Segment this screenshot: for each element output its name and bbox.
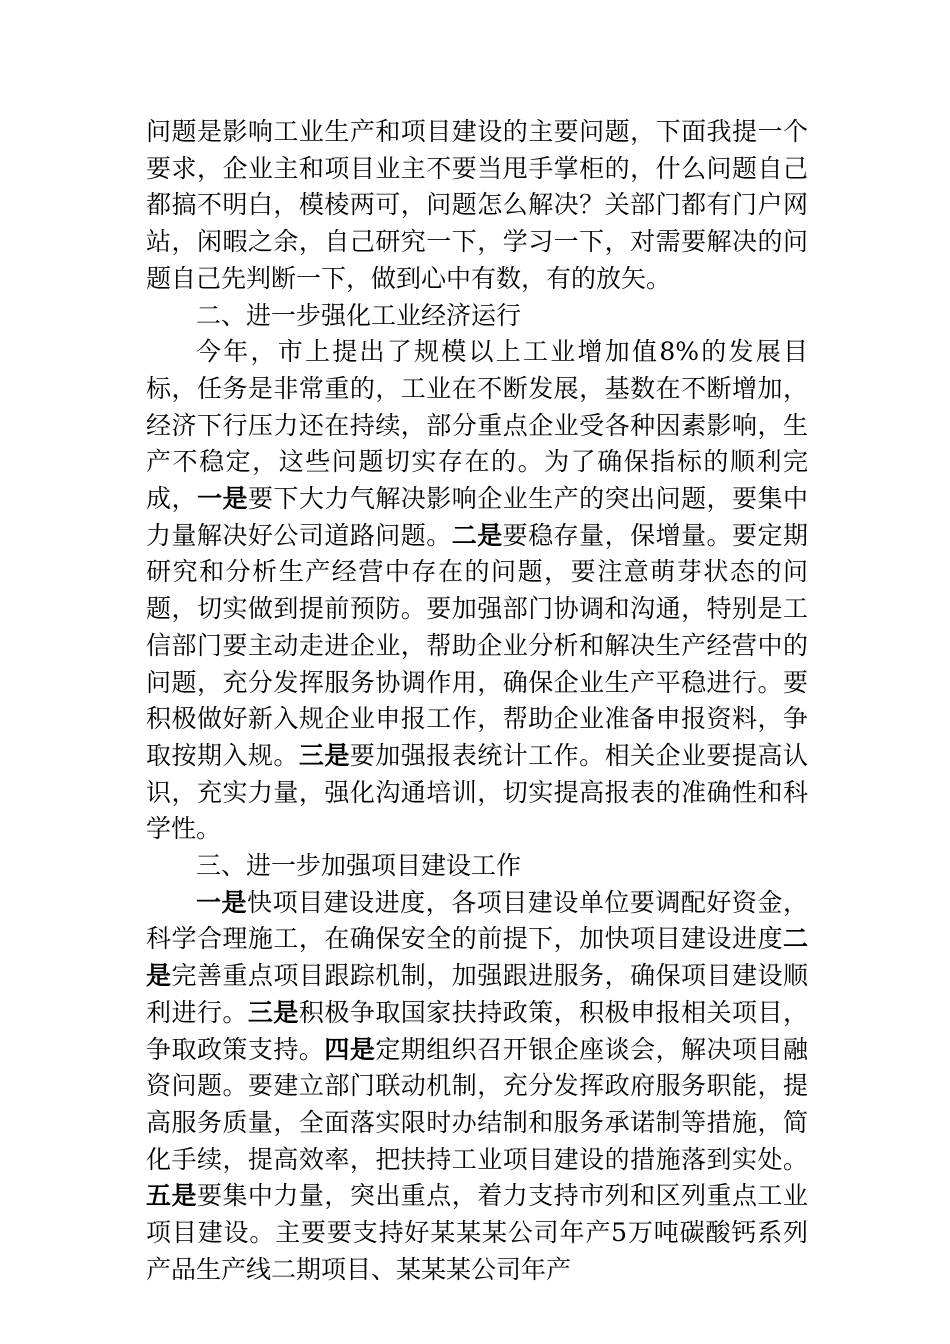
lead-label-first: 一是 (196, 484, 248, 514)
paragraph-project-construction (146, 885, 808, 1289)
lead-label-third: 三是 (247, 997, 299, 1027)
heading-text: 三、进一步加强项目建设工作 (196, 851, 522, 881)
paragraph-text: 要下大力气解决影响企业生产的突出问题，要集中力量解决好公司道路问题。 (146, 484, 808, 550)
paragraph-text: 快项目建设进度，各项目建设单位要调配好资金，科学合理施工，在确保安全的前提下，加快项目建设进度 (146, 887, 808, 954)
lead-label-second: 二是 (451, 520, 503, 550)
paragraph-text: 要加强报表统计工作。相关企业要提高认识，充实力量，强化沟通培训，切实提高报表的准确性和科学性。 (146, 740, 808, 844)
paragraph-text: 完善重点项目跟踪机制，加强跟进服务，确保项目建设顺利进行。 (146, 961, 808, 1027)
paragraph-text: 积极争取国家扶持政策，积极申报相关项目，争取政策支持。 (146, 997, 808, 1064)
lead-label-third: 三是 (298, 740, 350, 770)
lead-label-second: 二是 (146, 924, 808, 991)
lead-label-first: 一是 (196, 887, 248, 917)
paragraph-text: 要集中力量，突出重点，着力支持市列和区列重点工业项目建设。主要要支持好某某某公司年产5万吨碳酸钙系列产品生产线二期项目、某某某公司年产 (146, 1181, 808, 1284)
lead-label-fifth: 五是 (146, 1181, 197, 1211)
section-heading-project-construction (146, 848, 808, 885)
paragraph-intro (146, 114, 808, 298)
paragraph-industrial-economy (146, 334, 808, 848)
paragraph-text: 今年，市上提出了规模以上工业增加值8%的发展目标，任务是非常重的，工业在不断发展，基数在不断增加，经济下行压力还在持续，部分重点企业受各种因素影响，生产不稳定，这些问题切实存在的。为了确保指标的顺利完成， (146, 337, 808, 514)
section-heading-industrial-economy (146, 298, 808, 335)
document-page (146, 114, 808, 1289)
paragraph-text: 要稳存量，保增量。要定期研究和分析生产经营中存在的问题，要注意萌芽状态的问题，切实做到提前预防。要加强部门协调和沟通，特别是工信部门要主动走进企业，帮助企业分析和解决生产经营中的问题，充分发挥服务协调作用，确保企业生产平稳进行。要积极做好新入规企业申报工作，帮助企业准备申报资料，争取按期入规。 (146, 520, 808, 770)
paragraph-text: 定期组织召开银企座谈会，解决项目融资问题。要建立部门联动机制，充分发挥政府服务职能，提高服务质量，全面落实限时办结制和服务承诺制等措施，简化手续，提高效率，把扶持工业项目建设的措施落到实处。 (146, 1034, 808, 1174)
lead-label-fourth: 四是 (324, 1034, 376, 1064)
paragraph-text: 问题是影响工业生产和项目建设的主要问题，下面我提一个要求，企业主和项目业主不要当甩手掌柜的，什么问题自己都搞不明白，模棱两可，问题怎么解决？关部门都有门户网站，闲暇之余，自己研究一下，学习一下，对需要解决的问题自己先判断一下，做到心中有数，有的放矢。 (146, 117, 808, 293)
heading-text: 二、进一步强化工业经济运行 (196, 300, 522, 330)
